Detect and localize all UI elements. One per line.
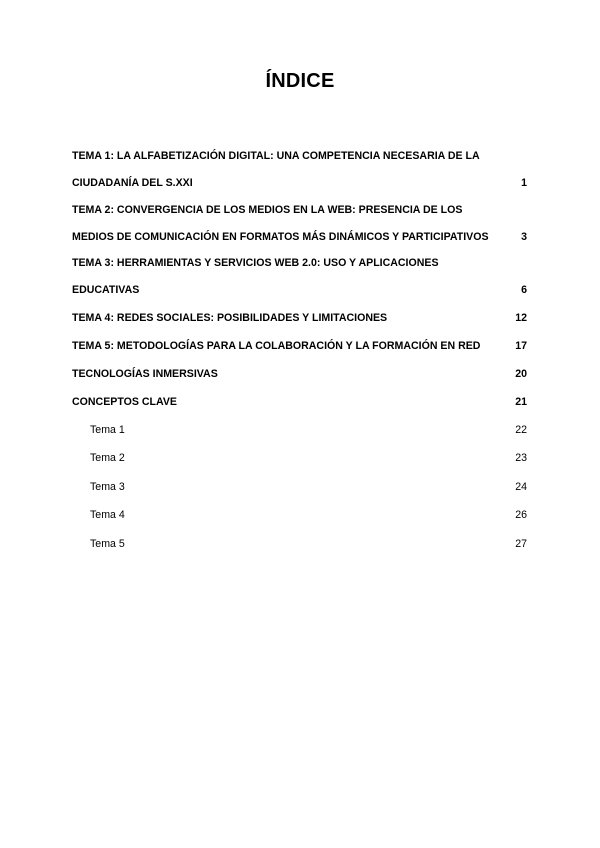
toc-page-number: 6 xyxy=(521,284,527,296)
toc-subentry-tema-1[interactable] xyxy=(72,416,527,445)
toc-entry-text: TEMA 3: HERRAMIENTAS Y SERVICIOS WEB 2.0: USO Y APLICACIONES xyxy=(72,257,439,269)
toc-page-number: 1 xyxy=(521,177,527,189)
toc-entry-text: TEMA 4: REDES SOCIALES: POSIBILIDADES Y LIMITACIONES xyxy=(72,311,388,324)
toc-subentry-tema-3[interactable] xyxy=(72,473,527,502)
toc-subentry-text: Tema 5 xyxy=(90,537,125,550)
toc-page-number: 23 xyxy=(515,452,527,464)
toc-subentry-text: Tema 4 xyxy=(90,509,125,521)
toc-page-number: 26 xyxy=(515,509,527,521)
toc-entry-text: CIUDADANÍA DEL S.XXI xyxy=(72,177,193,189)
toc-entry-text: CONCEPTOS CLAVE xyxy=(72,395,177,408)
toc-subentry-text: Tema 2 xyxy=(90,452,125,464)
toc-page-number: 22 xyxy=(515,423,527,436)
toc-subentry-text: Tema 1 xyxy=(90,423,125,436)
toc-entry-text: EDUCATIVAS xyxy=(72,284,140,296)
toc-entry-text: TECNOLOGÍAS INMERSIVAS xyxy=(72,367,218,380)
page-title: ÍNDICE xyxy=(265,70,335,92)
toc-entry-tema-5[interactable] xyxy=(72,332,527,360)
table-of-contents xyxy=(72,143,527,558)
toc-entry-tema-4[interactable] xyxy=(72,304,527,332)
toc-page-number: 17 xyxy=(515,339,527,352)
toc-page-number: 3 xyxy=(521,230,527,243)
toc-page-number: 27 xyxy=(515,537,527,550)
toc-entry-tecnologias-inmersivas[interactable] xyxy=(72,360,527,388)
toc-page-number: 21 xyxy=(515,395,527,408)
toc-entry-text: MEDIOS DE COMUNICACIÓN EN FORMATOS MÁS DINÁMICOS Y PARTICIPATIVOS xyxy=(72,230,489,243)
toc-subentry-tema-2[interactable] xyxy=(72,444,527,473)
toc-subentry-tema-5[interactable] xyxy=(72,530,527,559)
toc-entry-tema-2[interactable] xyxy=(72,197,527,251)
toc-page-number: 12 xyxy=(515,311,527,324)
toc-entry-text: TEMA 1: LA ALFABETIZACIÓN DIGITAL: UNA COMPETENCIA NECESARIA DE LA xyxy=(72,150,480,162)
toc-entry-text: TEMA 5: METODOLOGÍAS PARA LA COLABORACIÓN Y LA FORMACIÓN EN RED xyxy=(72,339,481,352)
toc-entry-conceptos-clave[interactable] xyxy=(72,388,527,416)
toc-page-number: 24 xyxy=(515,480,527,493)
toc-subentry-text: Tema 3 xyxy=(90,480,125,493)
toc-entry-tema-1[interactable] xyxy=(72,143,527,197)
toc-page-number: 20 xyxy=(515,367,527,380)
toc-entry-text: TEMA 2: CONVERGENCIA DE LOS MEDIOS EN LA WEB: PRESENCIA DE LOS xyxy=(72,203,463,216)
toc-subentry-tema-4[interactable] xyxy=(72,501,527,530)
toc-entry-tema-3[interactable] xyxy=(72,250,527,304)
